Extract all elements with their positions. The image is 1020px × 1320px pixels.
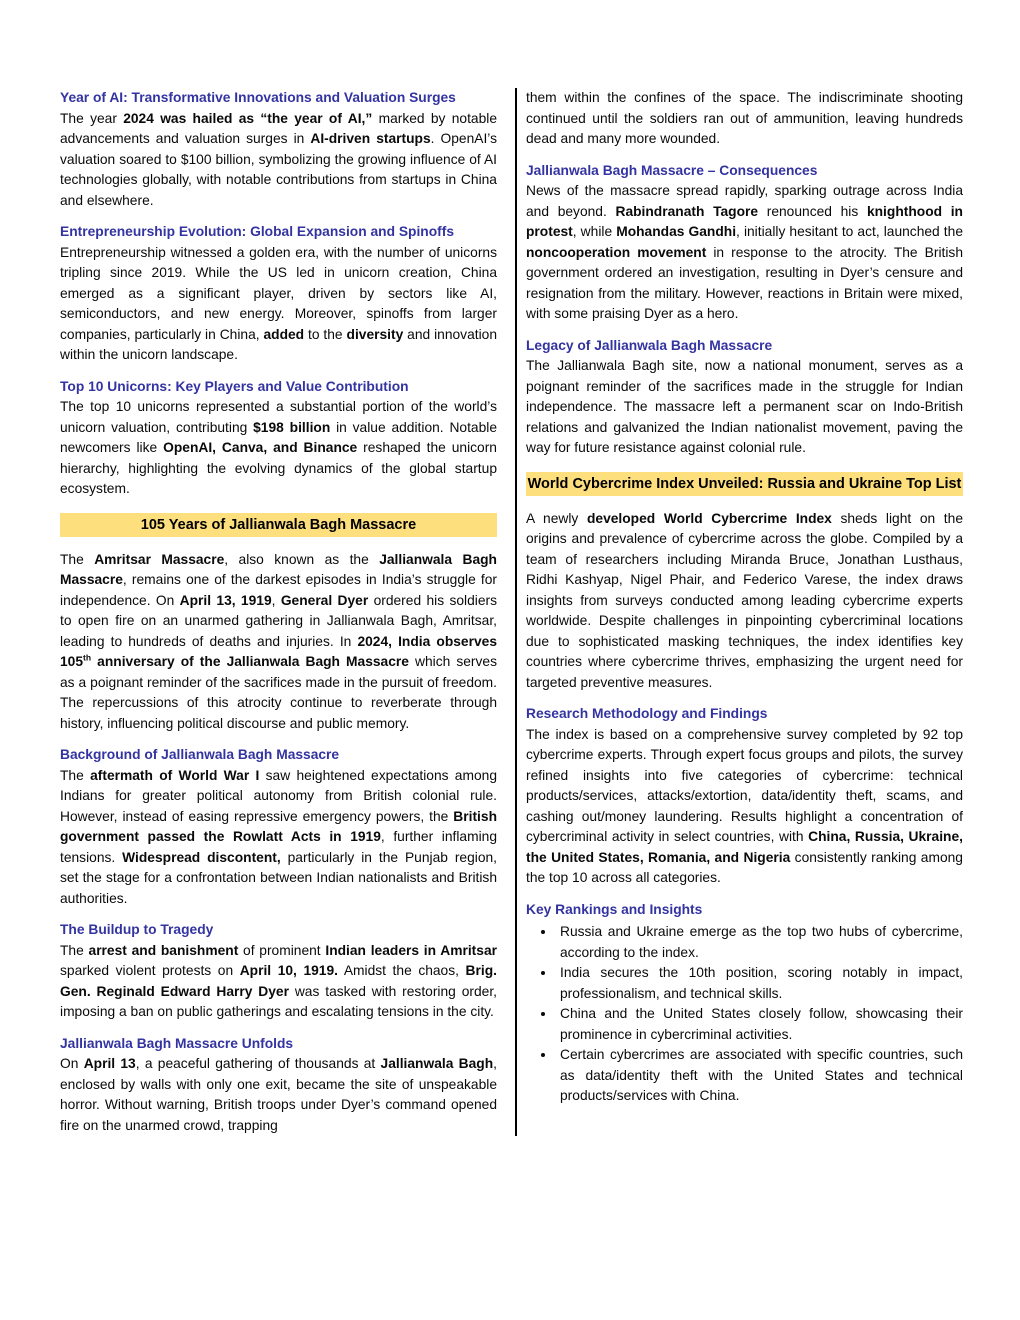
bullet-item	[556, 1045, 963, 1107]
text-run: and innovation within the unicorn landscape.	[60, 326, 498, 362]
section-heading: Legacy of Jallianwala Bagh Massacre	[526, 337, 773, 353]
bold-text-run: AI-driven startups	[310, 131, 431, 146]
section-heading: Jallianwala Bagh Massacre – Consequences	[526, 162, 818, 178]
two-column-layout	[60, 88, 963, 1136]
bold-text-run: OpenAI, Canva, and Binance	[163, 440, 358, 455]
text-run: Russia and Ukraine emerge as the top two hubs of cybercrime, according to the index.	[560, 924, 963, 960]
bold-text-run: Amritsar Massacre	[94, 551, 225, 567]
paragraph	[60, 550, 497, 735]
paragraph	[60, 941, 497, 1023]
bold-text-run: $198 billion	[253, 419, 331, 435]
bold-text-run: diversity	[346, 326, 404, 342]
text-run: marked by notable advancements and valuation surges in	[60, 110, 498, 146]
section-heading: Year of AI: Transformative Innovations and Valuation Surges	[60, 90, 456, 105]
bold-text-run: April 13	[83, 1056, 136, 1071]
bold-text-run: 2024 was hailed as “the year of AI,”	[123, 110, 373, 126]
bold-text-run: China, Russia, Ukraine, the United States, Romania, and Nigeria	[526, 829, 963, 865]
column-divider-line	[515, 88, 517, 1136]
bold-text-run: Widespread discontent,	[122, 849, 281, 865]
text-run: , while	[572, 224, 617, 239]
text-run: India secures the 10th position, scoring notably in impact, professionalism, and technical skills.	[560, 965, 963, 1001]
text-run: Entrepreneurship witnessed a golden era, with the number of unicorns tripling since 2019. While the US led in unicorn creation, China emerged as a significant player, driven by sectors like AI, semiconductors, and new energy. Moreover, spinoffs from larger companies, particularly in China,	[60, 244, 497, 342]
bold-text-run: British government passed the Rowlatt Acts in 1919	[60, 808, 497, 844]
bold-text-run: April 10, 1919.	[239, 963, 338, 978]
section-heading: Key Rankings and Insights	[526, 901, 703, 917]
text-run: , initially hesitant to act, launched the	[736, 224, 963, 239]
paragraph	[526, 356, 963, 459]
section-heading: Entrepreneurship Evolution: Global Expansion and Spinoffs	[60, 224, 455, 239]
bold-text-run: knighthood in protest	[526, 203, 963, 239]
bold-text-run: Indian leaders in Amritsar	[325, 942, 497, 958]
bold-text-run: arrest and banishment	[88, 942, 239, 958]
bold-text-run	[83, 654, 91, 669]
story-title-banner: World Cybercrime Index Unveiled: Russia and Ukraine Top List	[526, 472, 963, 496]
text-run: consistently ranking among the top 10 across all categories.	[526, 849, 963, 885]
text-run: renounced his	[758, 203, 867, 219]
bullet-item	[556, 963, 963, 1004]
bold-text-run: Jallianwala Bagh Massacre	[60, 551, 497, 587]
text-run: reshaped the unicorn hierarchy, highlighting the evolving dynamics of the global startup ecosystem.	[60, 440, 497, 496]
bold-text-run: April 13, 1919	[179, 592, 272, 608]
text-run: , further inflaming tensions.	[60, 829, 498, 865]
paragraph	[526, 725, 963, 889]
bold-text-run: added	[263, 326, 305, 342]
section-heading: Background of Jallianwala Bagh Massacre	[60, 747, 340, 762]
text-run: in response to the atrocity. The British government ordered an investigation, resulting in Dyer’s censure and resignation from the military. However, reactions in Britain were mixed, with some praising Dyer as a hero.	[526, 244, 963, 321]
text-run: , remains one of the darkest episodes in India’s struggle for independence. On	[60, 572, 497, 608]
text-run: The top 10 unicorns represented a substantial portion of the world’s unicorn valuation, contributing	[60, 399, 497, 435]
text-run: of prominent	[238, 942, 326, 958]
paragraph	[526, 181, 963, 325]
bullet-item	[556, 922, 963, 963]
paragraph	[526, 509, 963, 694]
text-run: The index is based on a comprehensive survey completed by 92 top cybercrime experts. Through expert focus groups and pilots, the survey refined insights into five categories of cybercrime: technical products/services, attacks/extortion, data/identity theft, scams, and cashing out/money laundering. Results highlight a concentration of cybercriminal activity in select countries, with	[526, 726, 963, 844]
bullet-item	[556, 1004, 963, 1045]
bold-text-run: Brig. Gen. Reginald Edward Harry Dyer	[60, 963, 497, 999]
text-run: The year	[60, 110, 124, 126]
text-run: Certain cybercrimes are associated with specific countries, such as data/identity theft with the United States and technical products/services with China.	[560, 1047, 963, 1103]
superscript-text: th	[83, 652, 92, 663]
section-heading: Top 10 Unicorns: Key Players and Value Contribution	[60, 378, 409, 394]
text-run: which serves as a poignant reminder of the sacrifices made in the pursuit of freedom. The repercussions of this atrocity continue to reverberate through history, influencing political discourse and public memory.	[60, 654, 497, 731]
text-run: in value addition. Notable newcomers like	[60, 419, 497, 455]
bold-text-run: anniversary of the Jallianwala Bagh Massacre	[91, 654, 409, 669]
section-heading: Jallianwala Bagh Massacre Unfolds	[60, 1035, 294, 1051]
text-run: to the	[304, 326, 347, 342]
text-run: was tasked with restoring order, imposing a ban on public gatherings and escalating tensions in the city.	[60, 983, 497, 1019]
paragraph	[60, 1054, 497, 1136]
text-run: sparked violent protests on	[60, 963, 240, 978]
text-run: The Jallianwala Bagh site, now a national monument, serves as a poignant reminder of the sacrifices made in the struggle for Indian independence. The massacre left a permanent scar on Indo-British relations and galvanized the Indian nationalist movement, paving the way for future resistance against colonial rule.	[526, 358, 963, 455]
bold-text-run: noncooperation movement	[526, 244, 707, 260]
bold-text-run: General Dyer	[280, 592, 369, 608]
text-run: The	[60, 767, 91, 783]
paragraph	[60, 766, 497, 910]
text-run: A newly	[526, 510, 587, 526]
right-column	[526, 88, 963, 1136]
text-run: , a peaceful gathering of thousands at	[135, 1056, 381, 1071]
text-run: ,	[271, 592, 281, 608]
text-run: The	[60, 942, 89, 958]
text-run: , also known as the	[224, 551, 380, 567]
paragraph	[60, 243, 497, 366]
bold-text-run: 2024, India observes 105	[60, 633, 497, 669]
text-run: . OpenAI’s valuation soared to $100 billion, symbolizing the growing influence of AI technologies globally, with notable contributions from startups in China and elsewhere.	[60, 131, 498, 208]
section-heading: The Buildup to Tragedy	[60, 922, 214, 937]
text-run: saw heightened expectations among Indians for greater political autonomy from British colonial rule. However, instead of easing repressive emergency powers, the	[60, 767, 497, 824]
paragraph	[60, 397, 497, 500]
section-heading: Research Methodology and Findings	[526, 706, 768, 721]
text-run: China and the United States closely follow, showcasing their prominence in cybercriminal activities.	[560, 1006, 963, 1042]
bold-text-run: Jallianwala Bagh	[380, 1056, 494, 1071]
bold-text-run: developed World Cybercrime Index	[586, 510, 832, 526]
bullet-list	[526, 922, 963, 1107]
paragraph	[60, 109, 497, 212]
text-run: News of the massacre spread rapidly, sparking outrage across India and beyond.	[526, 183, 963, 219]
bold-text-run: Mohandas Gandhi	[616, 224, 737, 239]
paragraph	[526, 88, 963, 150]
text-run: The	[60, 551, 95, 567]
text-run: particularly in the Punjab region, set the stage for a confrontation between Indian nationalists and British authorities.	[60, 849, 498, 906]
story-title-banner: 105 Years of Jallianwala Bagh Massacre	[60, 513, 497, 537]
text-run: ordered his soldiers to open fire on an unarmed gathering in Jallianwala Bagh, Amritsar, leading to hundreds of deaths and injuries. In	[60, 592, 497, 649]
bold-text-run: Rabindranath Tagore	[615, 203, 759, 219]
bold-text-run: aftermath of World War I	[90, 767, 260, 783]
left-column	[60, 88, 497, 1136]
text-run: them within the confines of the space. The indiscriminate shooting continued until the soldiers ran out of ammunition, leaving hundreds dead and many more wounded.	[526, 90, 963, 146]
text-run: Amidst the chaos,	[338, 963, 466, 978]
text-run: On	[60, 1056, 84, 1071]
text-run: sheds light on the origins and prevalence of cybercrime across the globe. Compiled by a team of researchers including Miranda Bruce, Jonathan Lusthaus, Ridhi Kashyap, Nigel Phair, and Federico Varese, the index draws insights from surveys conducted among leading cybercrime experts worldwide. Despite challenges in pinpointing cybercriminal locations due to sophisticated masking techniques, the index identifies key countries where cybercrime thrives, emphasizing the urgent need for targeted preventive measures.	[526, 510, 963, 690]
text-run: , enclosed by walls with only one exit, became the site of unspeakable horror. Without warning, British troops under Dyer’s command opened fire on the unarmed crowd, trapping	[60, 1056, 497, 1133]
